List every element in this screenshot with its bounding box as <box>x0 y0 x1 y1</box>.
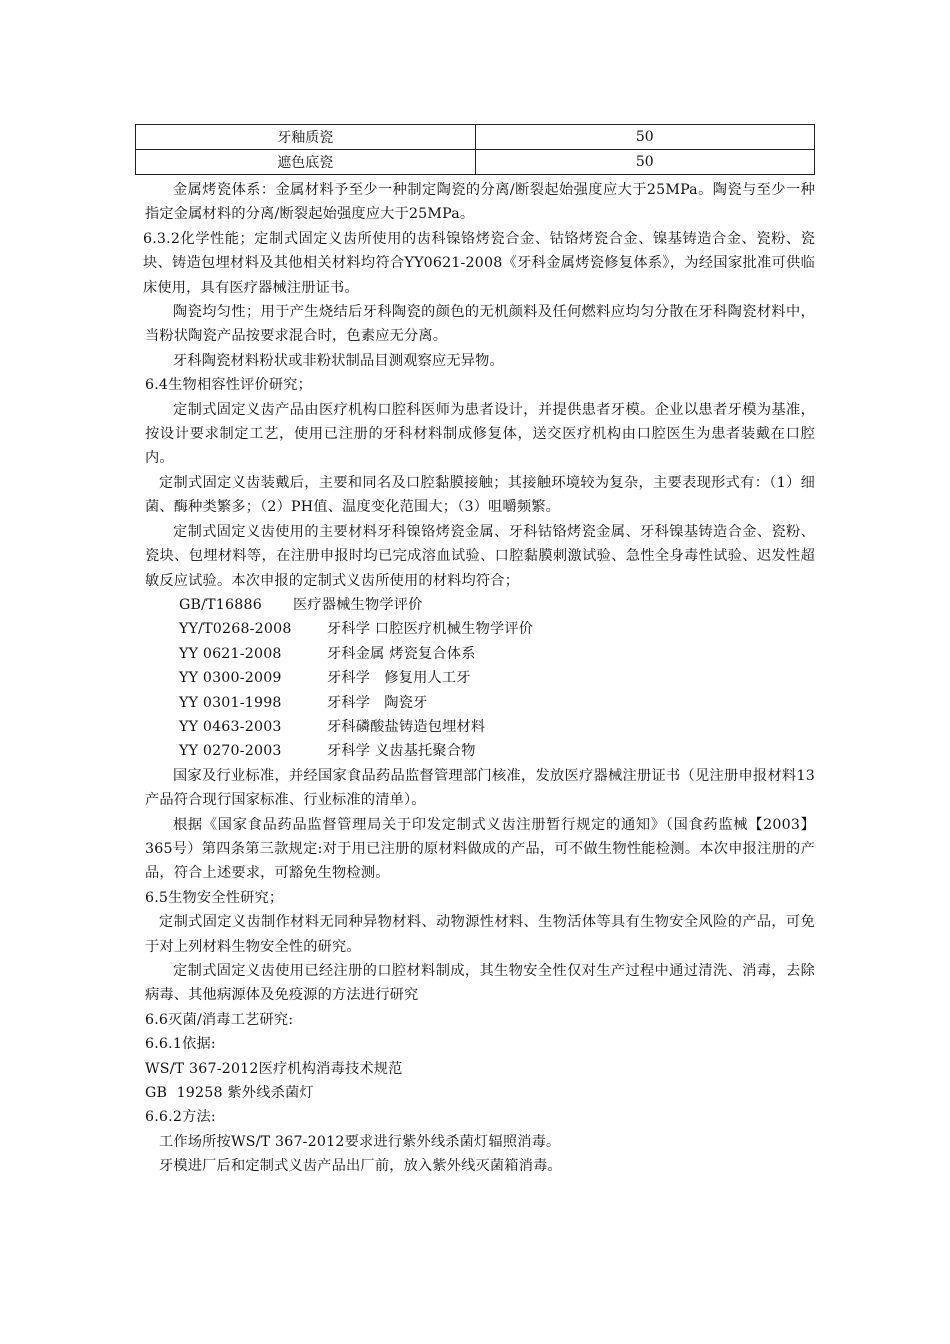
paragraph: 定制式固定义齿使用已经注册的口腔材料制成，其生物安全性仅对生产过程中通过清洗、消毒，去除病毒、其他病源体及免疫源的方法进行研究 <box>145 963 815 1004</box>
standard-code: GB/T16886 <box>179 596 262 613</box>
standard-title: 牙科学 修复用人工牙 <box>327 670 471 687</box>
standard-item <box>145 593 815 617</box>
paragraph: 牙模进厂后和定制式义齿产品出厂前，放入紫外线灭菌箱消毒。 <box>159 1158 562 1175</box>
table-cell-name: 牙釉质瓷 <box>136 125 476 150</box>
section-heading: 6.4生物相容性评价研究； <box>145 377 313 394</box>
paragraph: 根据《国家食品药品监督管理局关于印发定制式义齿注册暂行规定的通知》（国食药监械【2003】365号）第四条第三款规定:对于用已注册的原材料做成的产品，可不做生物性能检测。本次申报注册的产品，符合上述要求，可豁免生物检测。 <box>145 816 815 882</box>
subsection-heading: 6.6.2方法: <box>145 1109 216 1126</box>
reference-line: GB 19258 紫外线杀菌灯 <box>145 1085 314 1102</box>
paragraph: 陶瓷均匀性；用于产生烧结后牙科陶瓷的颜色的无机颜料及任何燃料应均匀分散在牙科陶瓷材料中，当粉状陶瓷产品按要求混合时，色素应无分离。 <box>145 304 815 345</box>
standard-code: YY 0300-2009 <box>179 670 282 687</box>
paragraph: 定制式固定义齿产品由医疗机构口腔科医师为患者设计，并提供患者牙模。企业以患者牙模为基准，按设计要求制定工艺，使用已注册的牙科材料制成修复体，送交医疗机构由口腔医生为患者装戴在口腔内。 <box>145 401 815 467</box>
section-heading: 6.6灭菌/消毒工艺研究: <box>145 1011 294 1028</box>
standard-title: 牙科学 义齿基托聚合物 <box>327 743 476 760</box>
table-row <box>136 150 815 175</box>
standard-item <box>145 617 815 641</box>
table-cell-value: 50 <box>475 150 815 175</box>
standard-title: 牙科学 陶瓷牙 <box>327 694 428 711</box>
paragraph: 6.3.2化学性能；定制式固定义齿所使用的齿科镍铬烤瓷合金、钴铬烤瓷合金、镍基铸造合金、瓷粉、瓷块、铸造包埋材料及其他相关材料均符合YY0621-2008《牙科金属烤瓷修复体系》，为经国家批准可供临床使用，具有医疗器械注册证书。 <box>143 230 815 296</box>
standard-item <box>145 715 815 739</box>
table-cell-name: 遮色底瓷 <box>136 150 476 175</box>
reference-line: WS/T 367-2012医疗机构消毒技术规范 <box>145 1060 403 1077</box>
standard-title: 牙科金属 烤瓷复合体系 <box>327 645 476 662</box>
standard-item <box>145 666 815 690</box>
standard-code: YY 0270-2003 <box>179 743 282 760</box>
table-row <box>136 125 815 150</box>
table-cell-value: 50 <box>475 125 815 150</box>
standard-title: 牙科磷酸盐铸造包埋材料 <box>327 718 486 735</box>
paragraph: 工作场所按WS/T 367-2012要求进行紫外线杀菌灯辐照消毒。 <box>159 1133 561 1150</box>
standard-item <box>145 691 815 715</box>
paragraph: 定制式固定义齿装戴后，主要和同名及口腔黏膜接触；其接触环境较为复杂，主要表现形式有：（1）细菌、酶种类繁多；（2）PH值、温度变化范围大；（3）咀嚼频繁。 <box>145 474 815 516</box>
paragraph: 金属烤瓷体系：金属材料予至少一种制定陶瓷的分离/断裂起始强度应大于25MPa。陶瓷与至少一种指定金属材料的分离/断裂起始强度应大于25MPa。 <box>145 182 815 223</box>
paragraph: 牙科陶瓷材料粉状或非粉状制品目测观察应无异物。 <box>173 352 504 369</box>
paragraph: 定制式固定义齿使用的主要材料牙科镍铬烤瓷金属、牙科钴铬烤瓷金属、牙科镍基铸造合金、瓷粉、瓷块、包埋材料等，在注册申报时均已完成溶血试验、口腔黏膜刺激试验、急性全身毒性试验、迟发性超敏反应试验。本次申报的定制式义齿所使用的材料均符合； <box>145 523 815 589</box>
standard-title: 牙科学 口腔医疗机械生物学评价 <box>327 621 534 638</box>
standard-code: YY/T0268-2008 <box>179 621 292 638</box>
standard-code: YY 0301-1998 <box>179 694 282 711</box>
standard-item <box>145 739 815 763</box>
paragraph: 定制式固定义齿制作材料无同种异物材料、动物源性材料、生物活体等具有生物安全风险的产品，可免于对上列材料生物安全性的研究。 <box>145 914 815 955</box>
document-body <box>145 178 815 1179</box>
strength-table <box>135 124 815 175</box>
paragraph: 国家及行业标准，并经国家食品药品监督管理部门核准，发放医疗器械注册证书（见注册申报材料13产品符合现行国家标准、行业标准的清单）。 <box>145 767 815 809</box>
standard-item <box>145 642 815 666</box>
standard-code: YY 0621-2008 <box>179 645 282 662</box>
section-heading: 6.5生物安全性研究； <box>145 889 284 906</box>
standard-title: 医疗器械生物学评价 <box>293 596 423 613</box>
subsection-heading: 6.6.1依据: <box>145 1036 216 1053</box>
standard-code: YY 0463-2003 <box>179 718 282 735</box>
